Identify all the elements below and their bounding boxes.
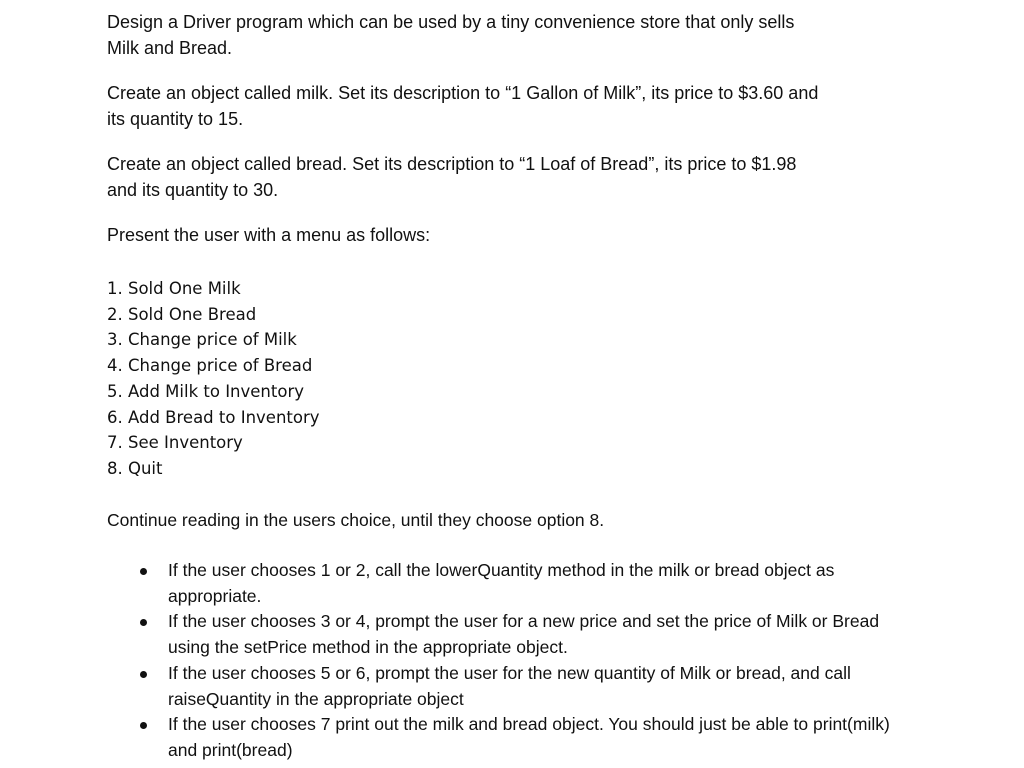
bullet-item bbox=[140, 712, 900, 763]
intro-paragraph: Design a Driver program which can be used by a tiny convenience store that only sells Milk and Bread. bbox=[107, 12, 795, 58]
bullet-icon bbox=[140, 568, 147, 575]
bullet-text: If the user chooses 7 print out the milk and bread object. You should just be able to print(milk) and print(bread) bbox=[168, 714, 890, 760]
menu-list bbox=[107, 276, 320, 482]
menu-item: 6. Add Bread to Inventory bbox=[107, 407, 320, 427]
bullet-text: If the user chooses 1 or 2, call the lowerQuantity method in the milk or bread object as appropriate. bbox=[168, 560, 835, 606]
menu-item: 2. Sold One Bread bbox=[107, 304, 257, 324]
menu-intro-paragraph: Present the user with a menu as follows: bbox=[107, 225, 431, 245]
bullet-item bbox=[140, 558, 900, 609]
menu-item: 5. Add Milk to Inventory bbox=[107, 381, 305, 401]
bullet-text: If the user chooses 5 or 6, prompt the user for the new quantity of Milk or bread, and call raiseQuantity in the appropriate object bbox=[168, 662, 851, 709]
menu-item: 4. Change price of Bread bbox=[107, 356, 313, 376]
bullet-item bbox=[140, 609, 900, 660]
bullet-icon bbox=[140, 619, 147, 626]
menu-item: 8. Quit bbox=[107, 458, 163, 478]
bullet-list bbox=[140, 558, 900, 764]
continue-paragraph: Continue reading in the users choice, until they choose option 8. bbox=[107, 510, 605, 530]
menu-item: 1. Sold One Milk bbox=[107, 279, 241, 298]
bread-object-paragraph: Create an object called bread. Set its description to “1 Loaf of Bread”, its price to $1.98 and its quantity to 30. bbox=[107, 154, 797, 200]
menu-item: 3. Change price of Milk bbox=[107, 330, 297, 350]
bullet-icon bbox=[140, 671, 147, 678]
menu-item: 7. See Inventory bbox=[107, 433, 243, 453]
bullet-icon bbox=[140, 722, 147, 729]
bullet-text: If the user chooses 3 or 4, prompt the user for a new price and set the price of Milk or Bread using the setPrice method in the appropriate object. bbox=[168, 611, 880, 658]
bullet-item bbox=[140, 661, 900, 712]
milk-object-paragraph: Create an object called milk. Set its description to “1 Gallon of Milk”, its price to $3.60 and its quantity to 15. bbox=[107, 83, 819, 129]
